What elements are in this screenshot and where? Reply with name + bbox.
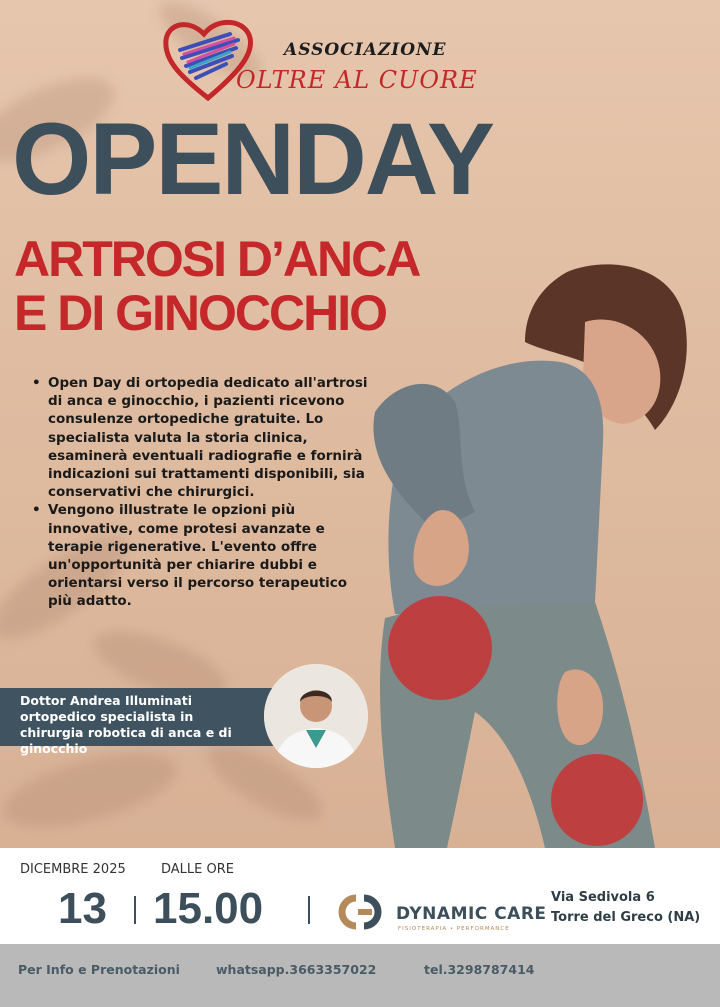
event-info-band <box>0 848 720 944</box>
doctor-caption: Dottor Andrea Illuminati ortopedico specialista in chirurgia robotica di anca e di ginocchio <box>20 693 232 756</box>
woman-in-pain-illustration <box>355 262 720 848</box>
date-label: DICEMBRE 2025 <box>20 862 126 877</box>
association-logo <box>160 14 520 106</box>
event-title: OPENDAY <box>12 102 494 216</box>
event-time: 15.00 <box>153 884 264 933</box>
dynamic-care-logo-icon <box>334 892 390 932</box>
event-day: 13 <box>58 884 107 933</box>
logo-line-2: OLTRE AL CUORE <box>236 66 478 94</box>
contact-footer <box>0 944 720 1007</box>
description-item: • Vengono illustrate le opzioni più innovative, come protesi avanzate e terapie rigenerative. L'evento offre un'opportunità per chiarire dubbi e orientarsi verso il percorso terapeutico più adatto. <box>30 501 370 610</box>
sponsor-name: DYNAMIC CARE <box>396 904 547 924</box>
doctor-photo <box>264 664 368 768</box>
doctor-banner <box>0 688 290 756</box>
sponsor-tagline: FISIOTERAPIA • PERFORMANCE <box>398 926 510 932</box>
subtitle-line-1: ARTROSI D’ANCA <box>14 231 420 287</box>
info-label: Per Info e Prenotazioni <box>18 962 180 977</box>
description-list <box>30 374 370 611</box>
separator <box>308 896 310 924</box>
whatsapp-link[interactable]: whatsapp.3663357022 <box>216 962 377 977</box>
doctor-portrait <box>264 664 368 768</box>
logo-line-1: ASSOCIAZIONE <box>284 40 447 60</box>
subtitle-line-2: E DI GINOCCHIO <box>14 285 387 341</box>
description-item: • Open Day di ortopedia dedicato all'artrosi di anca e ginocchio, i pazienti ricevono consulenze ortopediche gratuite. Lo specialista valuta la storia clinica, esaminerà eventuali radiografie e fornirà indicazioni sui trattamenti disponibili, sia conservativi che chirurgici. <box>30 374 370 501</box>
address-line-1: Via Sedivola 6 <box>551 890 655 905</box>
address-line-2: Torre del Greco (NA) <box>551 910 701 925</box>
time-label: DALLE ORE <box>161 862 234 877</box>
separator <box>134 896 136 924</box>
phone-link[interactable]: tel.3298787414 <box>424 962 535 977</box>
